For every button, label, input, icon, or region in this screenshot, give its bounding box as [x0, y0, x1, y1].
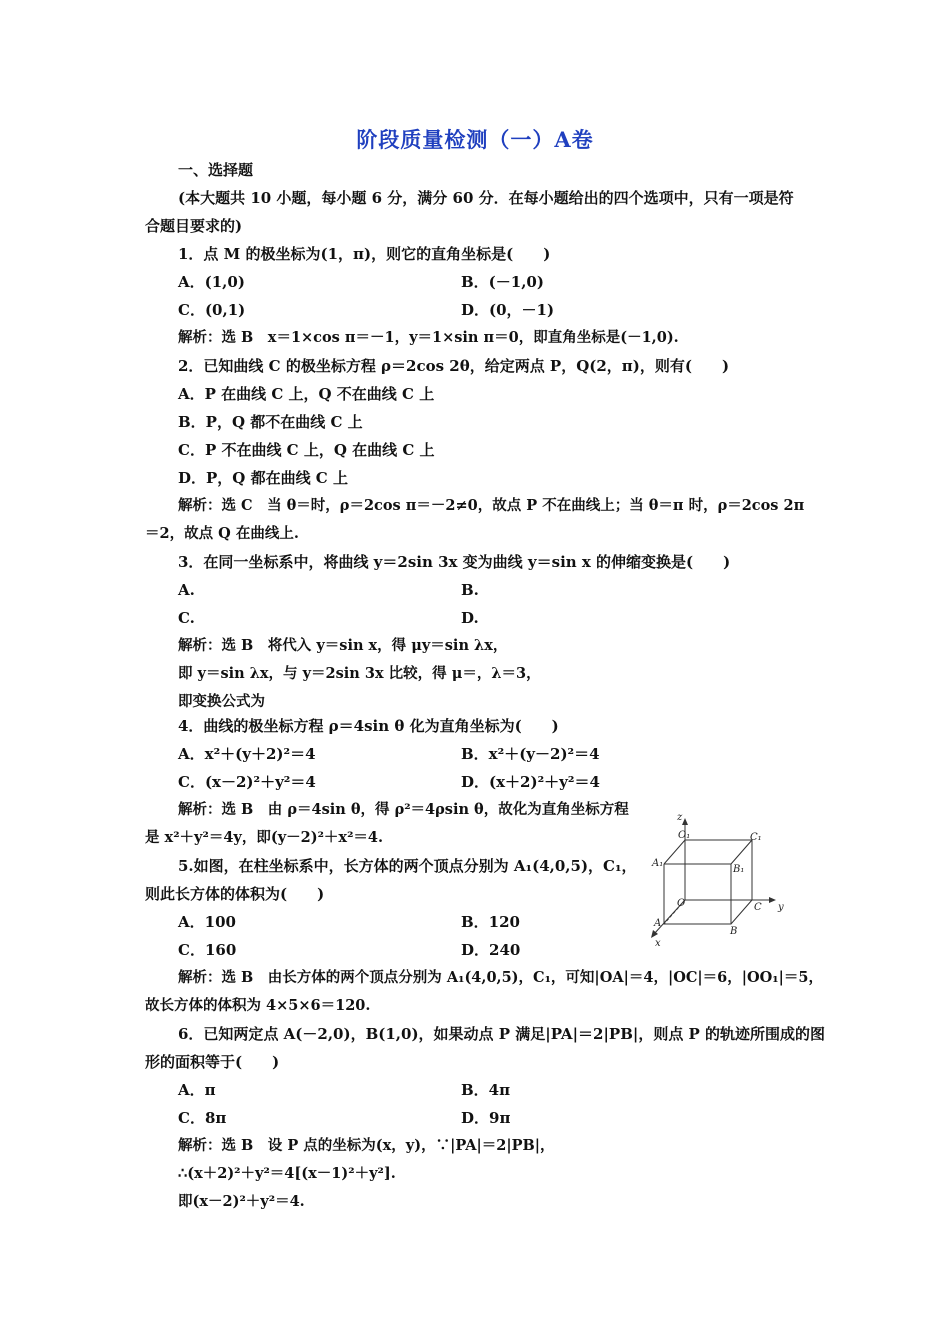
label-b1: B₁	[733, 864, 745, 875]
q1-option-a: A．(1,0)	[178, 273, 245, 291]
label-c: C	[754, 902, 762, 913]
q4-solution-line-2: 是 x²＋y²＝4y，即(y－2)²＋x²＝4.	[145, 829, 384, 846]
edge-b1c1	[731, 840, 752, 864]
q1-option-c: C．(0,1)	[178, 301, 246, 319]
q6-option-d: D．9π	[461, 1109, 511, 1127]
q2-option-d: D．P，Q 都在曲线 C 上	[178, 469, 348, 487]
q5-solution-line-1: 解析：选 B 由长方体的两个顶点分别为 A₁(4,0,5)，C₁，可知|OA|＝4，|OC|＝6，|OO₁|＝5，	[178, 969, 824, 986]
q6-solution-line-2: ∴(x＋2)²＋y²＝4[(x－1)²＋y²].	[178, 1165, 396, 1182]
q6-solution-line-3: 即(x－2)²＋y²＝4.	[178, 1193, 305, 1210]
z-axis-arrow	[682, 818, 688, 825]
q5-stem-line-2: 则此长方体的体积为( )	[145, 885, 325, 903]
intro-line-2: 合题目要求的)	[145, 217, 243, 235]
edge-outline	[664, 840, 752, 924]
q3-option-b: B.	[461, 581, 479, 599]
q6-option-b: B．4π	[461, 1081, 511, 1099]
q4-option-a: A．x²＋(y＋2)²＝4	[178, 745, 316, 763]
y-axis-arrow	[769, 897, 776, 903]
label-y: y	[778, 902, 784, 913]
q1-solution: 解析：选 B x＝1×cos π＝－1，y＝1×sin π＝0，即直角坐标是(－1,0).	[178, 329, 679, 346]
q4-option-b: B．x²＋(y－2)²＝4	[461, 745, 600, 763]
q4-solution-line-1: 解析：选 B 由 ρ＝4sin θ，得 ρ²＝4ρsin θ，故化为直角坐标方程	[178, 801, 629, 818]
q5-option-b: B．120	[461, 913, 520, 931]
label-z: z	[677, 812, 683, 823]
q5-option-d: D．240	[461, 941, 521, 959]
q5-option-c: C．160	[178, 941, 237, 959]
label-c1: C₁	[750, 832, 762, 843]
q6-option-a: A．π	[178, 1081, 216, 1099]
q6-option-c: C．8π	[178, 1109, 227, 1127]
q2-option-a: A．P 在曲线 C 上，Q 不在曲线 C 上	[178, 385, 435, 403]
q3-option-a: A.	[178, 581, 195, 599]
label-o: O	[677, 898, 686, 909]
q1-stem: 1．点 M 的极坐标为(1，π)，则它的直角坐标是( )	[178, 245, 551, 263]
q5-stem-line-1: 5.如图，在柱坐标系中，长方体的两个顶点分别为 A₁(4,0,5)，C₁，	[178, 857, 637, 875]
q2-solution-line-2: ＝2，故点 Q 在曲线上.	[145, 525, 299, 542]
page-title: 阶段质量检测（一）A卷	[356, 127, 594, 152]
q2-solution-line-1: 解析：选 C 当 θ＝时，ρ＝2cos π＝－2≠0，故点 P 不在曲线上；当 θ＝π 时，ρ＝2cos 2π	[178, 497, 805, 514]
q3-solution-line-2: 即 y＝sin λx，与 y＝2sin 3x 比较，得 μ＝，λ＝3，	[178, 665, 541, 682]
section-heading: 一、选择题	[178, 161, 254, 179]
q5-solution-line-2: 故长方体的体积为 4×5×6＝120.	[145, 997, 371, 1014]
label-b: B	[730, 926, 738, 937]
q1-option-b: B．(－1,0)	[461, 273, 544, 291]
q4-stem: 4．曲线的极坐标方程 ρ＝4sin θ 化为直角坐标为( )	[178, 717, 559, 735]
q6-stem-line-1: 6．已知两定点 A(－2,0)，B(1,0)，如果动点 P 满足|PA|＝2|PB|，则点 P 的轨迹所围成的图	[178, 1025, 826, 1043]
q4-option-d: D．(x＋2)²＋y²＝4	[461, 773, 600, 791]
label-o1: O₁	[678, 830, 691, 841]
q1-option-d: D．(0，－1)	[461, 301, 555, 319]
q3-option-d: D.	[461, 609, 479, 627]
q6-solution-line-1: 解析：选 B 设 P 点的坐标为(x，y)，∵|PA|＝2|PB|，	[178, 1137, 555, 1154]
q2-option-b: B．P，Q 都不在曲线 C 上	[178, 413, 363, 431]
q3-stem: 3．在同一坐标系中，将曲线 y＝2sin 3x 变为曲线 y＝sin x 的伸缩变换是( )	[178, 553, 731, 571]
intro-line-1: (本大题共 10 小题，每小题 6 分，满分 60 分．在每小题给出的四个选项中，只有一项是符	[178, 189, 794, 207]
q4-option-c: C．(x－2)²＋y²＝4	[178, 773, 316, 791]
cuboid-figure	[640, 810, 790, 950]
q6-stem-line-2: 形的面积等于( )	[145, 1053, 280, 1071]
label-a1: A₁	[652, 858, 664, 869]
q3-option-c: C.	[178, 609, 195, 627]
label-x: x	[655, 938, 661, 949]
q5-option-a: A．100	[178, 913, 236, 931]
q3-solution-line-3: 即变换公式为	[178, 693, 265, 710]
q2-option-c: C．P 不在曲线 C 上，Q 在曲线 C 上	[178, 441, 435, 459]
q3-solution-line-1: 解析：选 B 将代入 y＝sin x，得 μy＝sin λx，	[178, 637, 508, 654]
label-a: A	[654, 918, 662, 929]
q2-stem: 2．已知曲线 C 的极坐标方程 ρ＝2cos 2θ，给定两点 P，Q(2，π)，则有( )	[178, 357, 730, 375]
